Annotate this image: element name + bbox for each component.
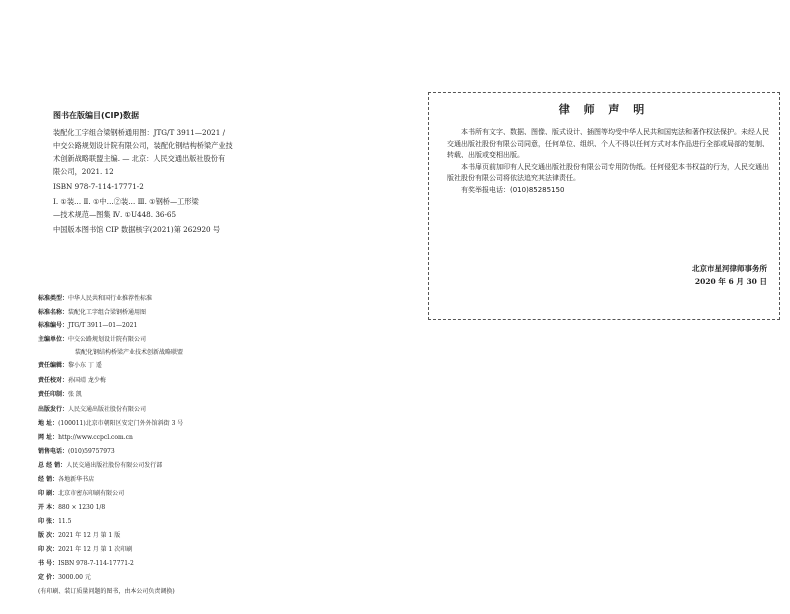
info-value: 880 × 1230 1/8 xyxy=(58,504,106,511)
info-value: 人民交通出版社股份有限公司发行部 xyxy=(66,462,163,469)
info-label: 主编单位： xyxy=(38,336,69,343)
info-value: 2021 年 12 月 第 1 次印刷 xyxy=(58,546,133,553)
notice-body xyxy=(447,127,771,196)
info-value: (100011)北京市朝阳区安定门外外馆斜街 3 号 xyxy=(58,420,184,427)
info-value: 中交公路规划设计院有限公司 xyxy=(68,336,147,343)
cip-line: 术创新战略联盟主编. — 北京：人民交通出版社股份有 xyxy=(53,154,226,163)
info-row xyxy=(38,390,82,400)
info-row xyxy=(38,294,152,304)
info-value: 2021 年 12 月 第 1 版 xyxy=(58,532,121,539)
notice-date: 2020 年 6 月 30 日 xyxy=(694,277,767,286)
info-row xyxy=(38,308,146,318)
info-value: 孙国靖 龙少梅 xyxy=(68,377,106,384)
info-label: 责任编辑： xyxy=(38,362,69,369)
info-label: 销售电话： xyxy=(38,448,69,455)
info-label: 标准类型： xyxy=(38,295,69,302)
info-value: 北京市密东印刷有限公司 xyxy=(58,490,125,497)
info-row xyxy=(38,503,105,513)
notice-title: 律 师 声 明 xyxy=(558,103,650,116)
info-row xyxy=(38,531,120,541)
info-value: http://www.ccpcl.com.cn xyxy=(58,434,133,441)
info-footnote xyxy=(38,587,175,597)
info-label: 印 次： xyxy=(38,546,59,553)
info-value: 黎小东 丁 遥 xyxy=(68,362,102,369)
info-row xyxy=(38,517,71,527)
info-label: 出版发行： xyxy=(38,406,69,413)
notice-paragraph: 本书所有文字、数据、图像、版式设计、插图等均受中华人民共和国宪法和著作权法保护。未经人民交通出版社股份有限公司同意，任何单位、组织、个人不得以任何方式对本作品进行全部或局部的复制、转载、出版或变相出版。 xyxy=(447,128,769,159)
cip-line: 限公司，2021. 12 xyxy=(53,167,114,176)
info-value: 各地新华书店 xyxy=(58,476,95,483)
info-label: 标准编号： xyxy=(38,322,69,329)
info-label: 开 本： xyxy=(38,504,59,511)
info-value: 装配化钢结构桥梁产业技术创新战略联盟 xyxy=(75,349,184,356)
cip-line: —技术规范—图集 Ⅳ. ①U448. 36-65 xyxy=(53,210,177,219)
cip-number: 中国版本图书馆 CIP 数据核字(2021)第 262920 号 xyxy=(53,225,221,234)
info-label: 版 次： xyxy=(38,532,59,539)
info-row xyxy=(38,321,137,331)
info-row xyxy=(38,376,106,386)
info-label: 网 址： xyxy=(38,434,59,441)
info-value: JTG/T 3911—01—2021 xyxy=(68,322,138,329)
info-row xyxy=(75,348,183,358)
cip-line: Ⅰ. ①装… Ⅱ. ①中…②装… Ⅲ. ①钢桥—工形梁 xyxy=(53,197,199,206)
cip-title: 图书在版编目(CIP)数据 xyxy=(53,111,140,120)
info-label: 书 号： xyxy=(38,560,59,567)
cip-line: 装配化工字组合梁钢桥通用图：JTG/T 3911—2021 / xyxy=(53,128,226,137)
info-value: 11.5 xyxy=(58,518,72,525)
info-value: (有印刷、装订质量问题的图书，由本公司负责调换) xyxy=(38,588,175,595)
info-value: 中华人民共和国行业推荐性标准 xyxy=(68,295,153,302)
info-label: 责任印制： xyxy=(38,391,69,398)
info-row xyxy=(38,447,115,457)
info-label: 标准名称： xyxy=(38,309,69,316)
law-firm-name: 北京市星河律师事务所 xyxy=(692,264,767,273)
info-label: 经 销： xyxy=(38,476,59,483)
info-label: 地 址： xyxy=(38,420,59,427)
info-row xyxy=(38,335,146,345)
info-value: 装配化工字组合梁钢桥通用图 xyxy=(68,309,147,316)
info-label: 定 价： xyxy=(38,574,59,581)
info-label: 印 刷： xyxy=(38,490,59,497)
info-row xyxy=(38,489,124,499)
notice-paragraph: 有奖举报电话：(010)85285150 xyxy=(461,185,565,194)
info-value: ISBN 978-7-114-17771-2 xyxy=(58,560,134,567)
info-row xyxy=(38,475,94,485)
info-row xyxy=(38,433,133,443)
cip-isbn: ISBN 978-7-114-17771-2 xyxy=(53,182,144,191)
info-value: 3000.00 元 xyxy=(58,574,91,581)
cip-line: 中交公路规划设计院有限公司，装配化钢结构桥梁产业技 xyxy=(53,141,233,150)
info-row xyxy=(38,405,146,415)
info-label: 印 张： xyxy=(38,518,59,525)
info-row xyxy=(38,545,132,555)
info-label: 总 经 销： xyxy=(38,462,67,469)
info-row xyxy=(38,461,162,471)
notice-paragraph: 本书扉页前加印有人民交通出版社股份有限公司专用防伪纸。任何侵犯本书权益的行为，人民交通出版社股份有限公司将依法追究其法律责任。 xyxy=(447,162,769,182)
info-row xyxy=(38,419,183,429)
info-value: 人民交通出版社股份有限公司 xyxy=(68,406,147,413)
info-value: 张 凯 xyxy=(68,391,82,398)
info-row xyxy=(38,559,134,569)
info-label: 责任校对： xyxy=(38,377,69,384)
info-value: (010)59757973 xyxy=(68,448,115,455)
lawyer-notice-box xyxy=(428,92,780,320)
info-row xyxy=(38,573,91,583)
info-row xyxy=(38,361,102,371)
